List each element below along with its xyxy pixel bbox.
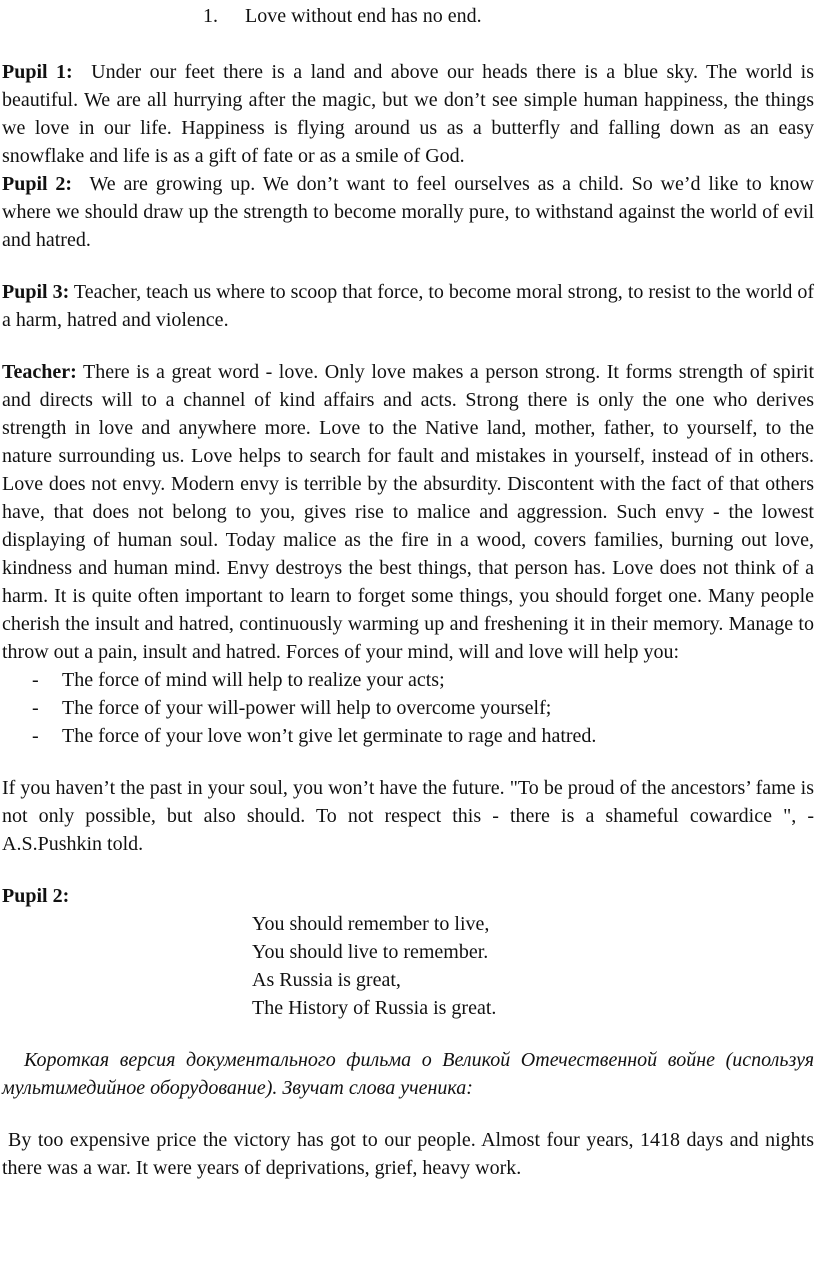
teacher-speaker: Teacher: (2, 361, 77, 383)
list-item: - The force of your love won’t give let germinate to rage and hatred. (2, 722, 814, 750)
spacer (2, 858, 814, 882)
heading-number: 1. (203, 5, 218, 27)
poem-block (2, 910, 814, 1022)
teacher-text: There is a great word - love. Only love makes a person strong. It forms strength of spirit and directs will to a channel of kind affairs and acts. Strong there is only the one who derives strength in love and anywhere more. Love to the Native land, mother, father, to yourself, to the nature surrounding us. Love helps to search for fault and mistakes in yourself, instead of in others. Love does not envy. Modern envy is terrible by the absurdity. Discontent with the fact of that others have, that does not belong to you, gives rise to malice and aggression. Such envy - the lowest displaying of human soul. Today malice as the fire in a wood, covers families, burning out love, kindness and human mind. Envy destroys the best things, that person has. Love does not think of a harm. It is quite often important to learn to forget some things, you should forget one. Many people cherish the insult and hatred, continuously warming up and freshening it in their memory. Manage to throw out a pain, insult and hatred. Forces of your mind, will and love will help you: (2, 361, 815, 663)
poem-line: As Russia is great, (252, 969, 401, 991)
pupil2-paragraph (2, 170, 814, 254)
pupil1-speaker: Pupil 1: (2, 61, 73, 83)
spacer (2, 334, 814, 358)
pupil3-text: Teacher, teach us where to scoop that force, to become moral strong, to resist to the world of a harm, hatred and violence. (2, 281, 814, 331)
bullet-dash: - (32, 697, 39, 719)
numbered-heading (203, 2, 482, 30)
poem-line: You should remember to live, (252, 913, 490, 935)
pupil1-paragraph (2, 58, 814, 170)
pupil3-speaker: Pupil 3: (2, 281, 70, 303)
pupil2-text: We are growing up. We don’t want to feel ourselves as a child. So we’d like to know where we should draw up the strength to become morally pure, to withstand against the world of evil and hatred. (2, 173, 814, 251)
heading-text: Love without end has no end. (245, 5, 482, 27)
poem-line: You should live to remember. (252, 941, 489, 963)
spacer (2, 254, 814, 278)
pupil2b-speaker-line (2, 882, 814, 910)
pushkin-paragraph: If you haven’t the past in your soul, you won’t have the future. "To be proud of the ancestors’ fame is not only possible, but also should. To not respect this - there is a shameful cowardice ", - A.S.Pushkin told. (2, 777, 814, 855)
spacer (2, 1022, 814, 1046)
pupil2-speaker: Pupil 2: (2, 173, 73, 195)
list-item: - The force of mind will help to realize your acts; (2, 666, 814, 694)
forces-list (2, 666, 814, 750)
spacer (2, 1102, 814, 1126)
poem-line: The History of Russia is great. (252, 997, 497, 1019)
closing-paragraph: By too expensive price the victory has got to our people. Almost four years, 1418 days and nights there was a war. It were years of deprivations, grief, heavy work. (2, 1129, 814, 1179)
bullet-dash: - (32, 669, 39, 691)
pupil2b-speaker: Pupil 2: (2, 885, 70, 907)
pupil3-paragraph (2, 278, 814, 334)
list-item: - The force of your will-power will help to overcome yourself; (2, 694, 814, 722)
teacher-paragraph (2, 358, 814, 666)
spacer (2, 750, 814, 774)
bullet-dash: - (32, 725, 39, 747)
russian-stage-note: Короткая версия документального фильма о Великой Отечественной войне (используя мультимедийное оборудование). Звучат слова ученика: (2, 1049, 814, 1099)
pupil1-text: Under our feet there is a land and above our heads there is a blue sky. The world is beautiful. We are all hurrying after the magic, but we don’t see simple human happiness, the things we love in our life. Happiness is flying around us as a butterfly and falling down as an easy snowflake and life is as a gift of fate or as a smile of God. (2, 61, 814, 167)
